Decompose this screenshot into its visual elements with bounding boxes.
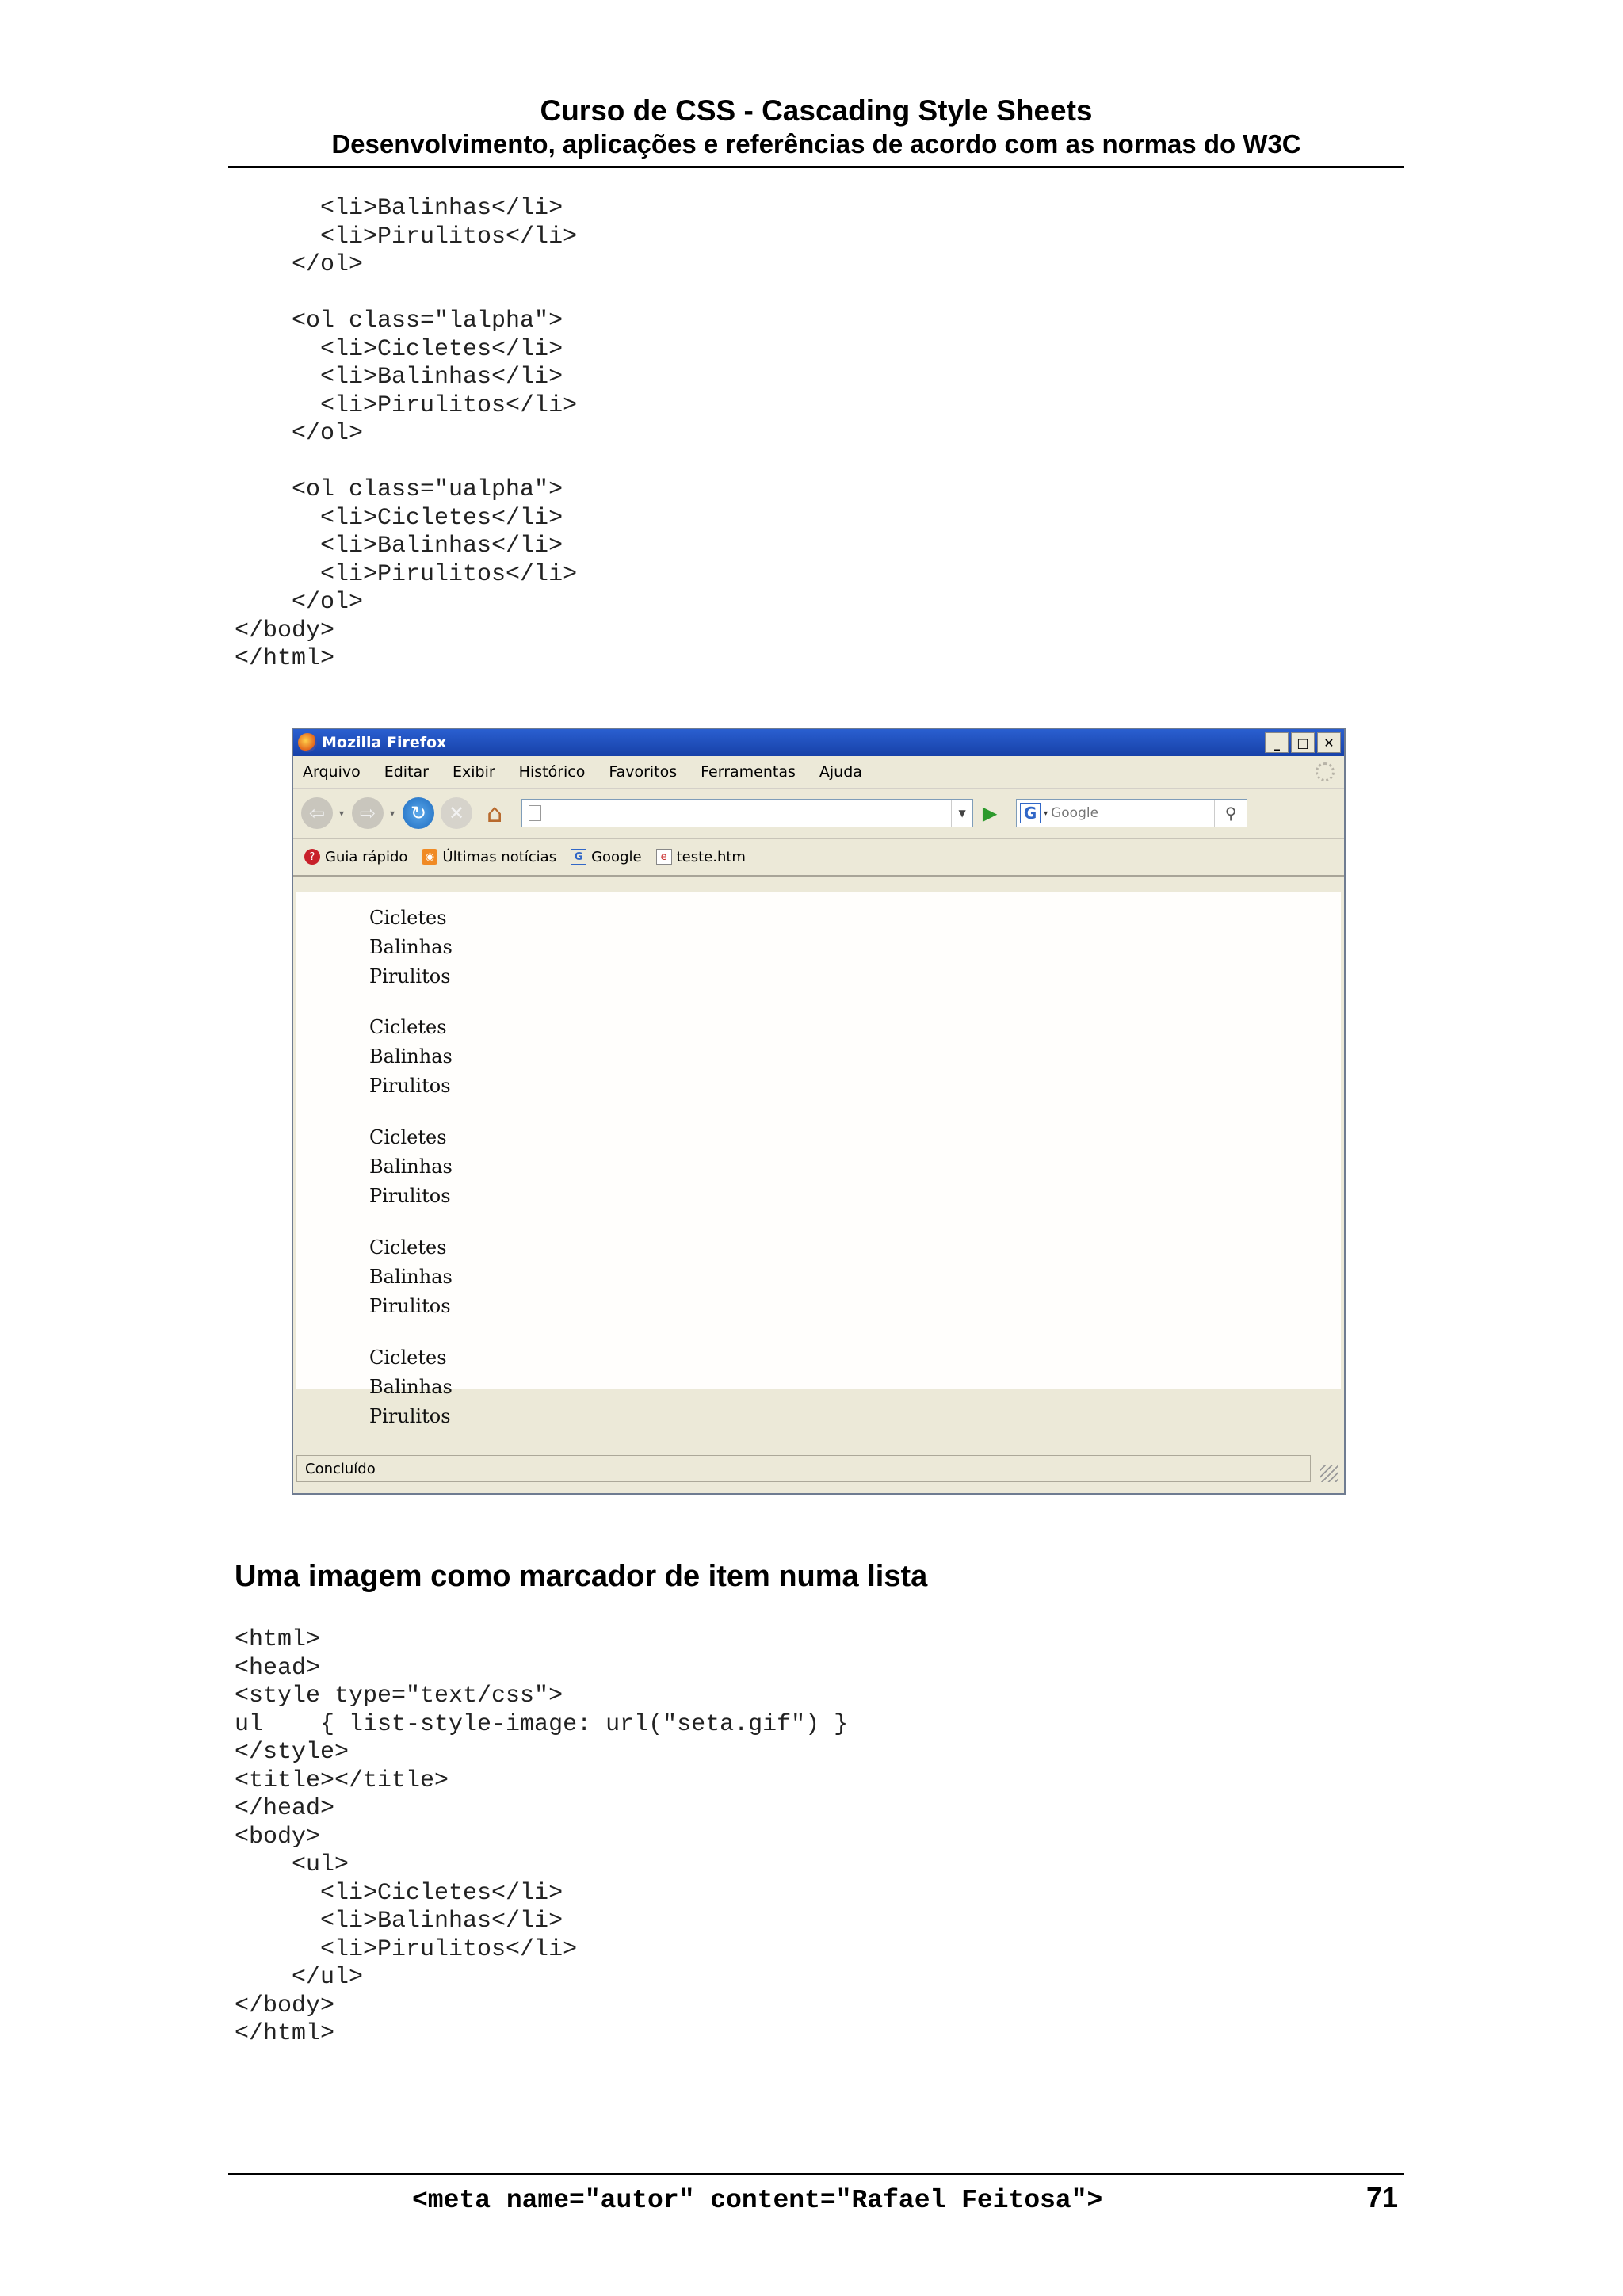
menu-favoritos[interactable]: Favoritos	[609, 763, 678, 781]
status-bar	[296, 1455, 1311, 1482]
search-box[interactable]	[1016, 799, 1247, 827]
page-header	[228, 94, 1404, 160]
document-title: Curso de CSS - Cascading Style Sheets	[540, 94, 1093, 127]
navigation-toolbar	[293, 789, 1344, 839]
list-item-text: Pirulitos	[369, 1295, 451, 1317]
bookmark-label: teste.htm	[676, 848, 746, 865]
code-block-bottom	[235, 1626, 848, 2049]
bookmark-label: Google	[591, 848, 642, 865]
code-top-line	[235, 449, 577, 477]
page-icon	[529, 805, 541, 821]
footer-rule	[228, 2173, 1404, 2175]
list-item-text: Balinhas	[369, 1376, 453, 1398]
code-top-line	[235, 280, 577, 308]
footer-meta: <meta name="autor" content="Rafael Feitosa">	[412, 2186, 1103, 2215]
help-icon: ?	[304, 849, 320, 865]
window-controls	[1265, 732, 1344, 753]
maximize-icon[interactable]: □	[1291, 732, 1315, 753]
bookmark-google[interactable]	[571, 849, 641, 865]
page-content	[296, 892, 1341, 1427]
code-top-line: </ol>	[235, 589, 364, 616]
code-top-line: <li>Pirulitos</li>	[235, 392, 578, 419]
close-icon[interactable]: ✕	[1317, 732, 1341, 753]
list-item-text: Cicletes	[369, 1016, 447, 1038]
document-subtitle: Desenvolvimento, aplicações e referências de acordo com as normas do W3C	[331, 129, 1301, 159]
file-icon: e	[656, 849, 672, 865]
code-top-line: <li>Balinhas</li>	[235, 533, 563, 560]
list-item-text: Cicletes	[369, 1347, 447, 1369]
code-bottom-line: </body>	[235, 1992, 335, 2019]
list-item-text: Balinhas	[369, 1266, 453, 1288]
bookmark-label: Últimas notícias	[442, 848, 557, 865]
menu-ferramentas[interactable]: Ferramentas	[701, 763, 796, 781]
code-bottom-line: </ul>	[235, 1964, 364, 1991]
code-top-line: </body>	[235, 617, 335, 644]
bookmark-ultimas-noticias[interactable]	[422, 849, 556, 865]
bookmark-guia-rapido[interactable]	[304, 849, 407, 865]
throbber-icon	[1316, 762, 1335, 781]
list-item-text: Pirulitos	[369, 1075, 451, 1097]
engine-dropdown-icon[interactable]: ▾	[1044, 808, 1048, 818]
status-text: Concluído	[305, 1460, 376, 1477]
firefox-logo-icon	[298, 733, 317, 752]
list-item-text: Balinhas	[369, 936, 453, 958]
code-bottom-line: <body>	[235, 1823, 321, 1851]
code-top-line: <li>Cicletes</li>	[235, 504, 563, 532]
code-bottom-line: <html>	[235, 1626, 321, 1653]
list-item-text: Pirulitos	[369, 1185, 451, 1207]
code-top-line: <li>Pirulitos</li>	[235, 223, 578, 250]
stop-icon[interactable]: ✕	[441, 797, 472, 829]
back-dropdown-icon[interactable]: ▾	[339, 808, 345, 819]
code-top-line: </ol>	[235, 251, 364, 278]
code-bottom-line: <li>Pirulitos</li>	[235, 1935, 578, 1963]
list-item-text: Cicletes	[369, 1236, 447, 1259]
menu-editar[interactable]: Editar	[384, 763, 429, 781]
forward-dropdown-icon[interactable]: ▾	[390, 808, 395, 819]
section-title: Uma imagem como marcador de item numa lista	[235, 1560, 928, 1593]
code-top-line: <li>Cicletes</li>	[235, 335, 563, 363]
code-bottom-line: <title></title>	[235, 1767, 449, 1794]
rss-icon: ◉	[422, 849, 437, 865]
magnifier-icon[interactable]: ⚲	[1214, 800, 1247, 827]
code-bottom-line: <li>Balinhas</li>	[235, 1908, 563, 1935]
resize-grip-icon[interactable]	[1320, 1465, 1338, 1482]
bookmark-teste[interactable]	[656, 849, 746, 865]
code-bottom-line: <head>	[235, 1654, 321, 1682]
reload-icon[interactable]: ↻	[403, 797, 434, 829]
code-bottom-line: </html>	[235, 2020, 335, 2047]
list-item-text: Balinhas	[369, 1045, 453, 1068]
minimize-icon[interactable]: _	[1265, 732, 1289, 753]
google-icon: G	[571, 849, 586, 865]
browser-titlebar	[293, 729, 1344, 756]
list-item-text: Pirulitos	[369, 1405, 451, 1427]
list-item-text: Pirulitos	[369, 965, 451, 988]
list-item-text: Cicletes	[369, 907, 447, 929]
list-item-text: Balinhas	[369, 1156, 453, 1178]
code-bottom-line: ul { list-style-image: url("seta.gif") }	[235, 1710, 849, 1738]
code-top-line: <li>Balinhas</li>	[235, 195, 563, 222]
code-top-line: <ol class="lalpha">	[235, 308, 563, 334]
menu-ajuda[interactable]: Ajuda	[819, 763, 862, 781]
menu-historico[interactable]: Histórico	[518, 763, 586, 781]
code-block-top	[235, 195, 577, 674]
home-icon[interactable]: ⌂	[486, 798, 503, 828]
header-rule	[228, 166, 1404, 168]
code-top-line: </html>	[235, 645, 335, 672]
address-bar[interactable]	[521, 799, 973, 827]
address-dropdown-icon[interactable]: ▼	[951, 800, 972, 827]
list-item-text: Cicletes	[369, 1126, 447, 1148]
forward-arrow-icon[interactable]: ⇨	[352, 797, 384, 829]
window-title: Mozilla Firefox	[322, 734, 447, 751]
menu-bar	[293, 756, 1344, 789]
code-top-line: <ol class="ualpha">	[235, 476, 563, 503]
google-engine-icon[interactable]: G	[1020, 803, 1041, 823]
code-bottom-line: <li>Cicletes</li>	[235, 1879, 563, 1907]
search-input[interactable]	[1051, 805, 1193, 821]
menu-arquivo[interactable]: Arquivo	[303, 763, 361, 781]
code-bottom-line: <style type="text/css">	[235, 1683, 563, 1710]
browser-screenshot	[292, 728, 1346, 1495]
code-bottom-line: </style>	[235, 1739, 349, 1766]
code-bottom-line: <ul>	[235, 1851, 349, 1878]
code-top-line: </ol>	[235, 420, 364, 447]
menu-exibir[interactable]: Exibir	[452, 763, 495, 781]
go-arrow-icon[interactable]: ▶	[982, 802, 998, 824]
bookmarks-toolbar	[293, 839, 1344, 877]
back-arrow-icon[interactable]: ⇦	[301, 797, 333, 829]
bookmark-label: Guia rápido	[325, 848, 408, 865]
code-top-line: <li>Balinhas</li>	[235, 364, 563, 391]
code-top-line: <li>Pirulitos</li>	[235, 560, 578, 588]
code-bottom-line: </head>	[235, 1795, 335, 1822]
page-number: 71	[1366, 2181, 1399, 2214]
